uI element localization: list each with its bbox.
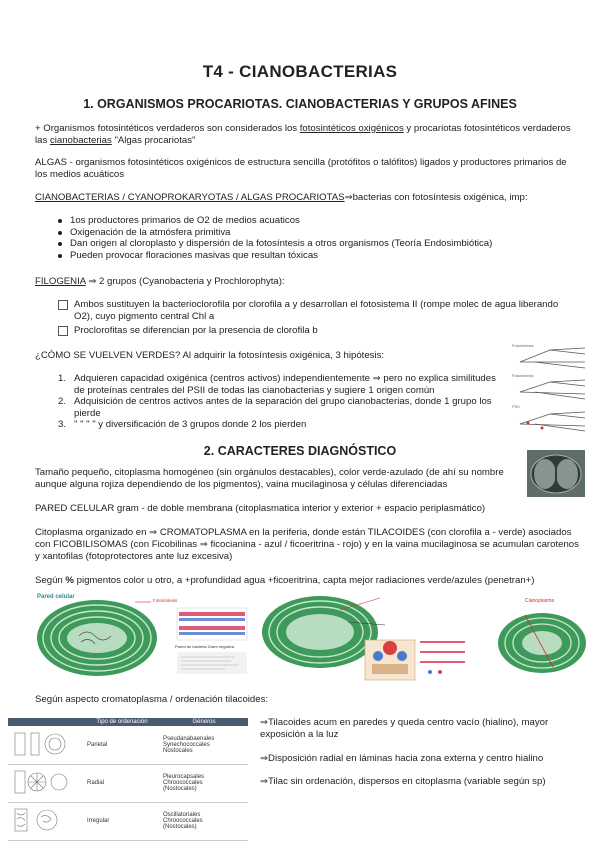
- diagram-label: Fotosíntesis: [512, 373, 534, 378]
- table-cell-image: [8, 802, 84, 840]
- diagram-label: PSII: [512, 404, 520, 409]
- checkbox[interactable]: [58, 326, 68, 336]
- hypothesis-item: [54, 373, 504, 396]
- table-cell-type: Radial: [84, 764, 160, 802]
- phylogeny-tree-diagram: [510, 340, 590, 435]
- cell-wall-caption: Pared de bacteria Gram negativa: [175, 644, 234, 649]
- membrane-diagram: [177, 608, 247, 640]
- intro-text-a: + Organismos fotosintéticos verdaderos son considerados los: [35, 123, 300, 134]
- arrangement-note-radial: ⇒Disposición radial en láminas hacia zona externa y centro hialino: [260, 753, 544, 764]
- checkbox[interactable]: [58, 300, 68, 310]
- cell-wall-label: Pared celular: [37, 594, 75, 600]
- genus-name: Chroococcales: [163, 780, 203, 786]
- citoplasma-paragraph: Citoplasma organizado en ⇒ CROMATOPLASMA en la periferia, donde están TILACOIDES (con clorofila a - verde) asociados con FICOBILISOMAS (con Ficobilinas ⇒ ficocianina - azul / ficoeritrina - rojo) y en la vaina mucilaginosa se acumulan carotenos y xantofilas (fotoprotectores ante luz excesiva): [35, 527, 579, 562]
- cell-wall-diagram: [35, 590, 255, 680]
- list-item: Pueden provocar floraciones masivas que resultan tóxicas: [52, 250, 572, 262]
- thylakoid-diagram: [260, 590, 480, 685]
- check-item: [54, 325, 574, 337]
- cyanoplasm-label: Cianoplasma: [525, 598, 555, 604]
- pared-celular-paragraph: PARED CELULAR gram - de doble membrana (citoplasmatica interior y exterior + espacio periplasmático): [35, 503, 486, 514]
- filogenia-paragraph: [35, 276, 575, 288]
- cyanobacteria-micrograph: [527, 450, 585, 497]
- arrangement-note-irregular: ⇒Tilac sin ordenación, dispersos en citoplasma (variable según sp): [260, 776, 546, 787]
- hypothesis-text: " " " " y diversificación de 3 grupos donde 2 los pierden: [74, 419, 307, 431]
- table-cell-image: [8, 764, 84, 802]
- table-cell-type: Irregular: [84, 802, 160, 840]
- table-header-image: [8, 718, 84, 726]
- genus-name: Oscillatoriales: [163, 812, 201, 818]
- cianobacterias-rest: ⇒bacterias con fotosíntesis oxigénica, imp:: [344, 192, 528, 203]
- page-title: T4 - CIANOBACTERIAS: [202, 62, 398, 81]
- arrangement-note-parietal: ⇒Tilacoides acum en paredes y queda centro vacío (hialino), mayor exposición a la luz: [260, 717, 549, 740]
- genus-name: Pseudanabaenales: [163, 735, 215, 742]
- section2-heading: 2. CARACTERES DIAGNÓSTICO: [203, 444, 397, 458]
- importance-list: [52, 215, 572, 261]
- pigmentos-text-c: pigmentos color u otro, a +profundidad agua +ficoeritrina, capta mejor radiaciones verde/azules (penetran+): [73, 575, 535, 586]
- intro-text-b: y procariotas fotosintéticos verdaderos las: [35, 123, 571, 146]
- genus-name: (Nostocales): [163, 824, 197, 830]
- cell-rings: [37, 600, 157, 676]
- cianobacterias-heading-link[interactable]: CIANOBACTERIAS / CYANOPROKARYOTAS / ALGAS PROCARIOTAS: [35, 192, 345, 203]
- table-cell-genera: [160, 802, 248, 840]
- pigmentos-paragraph: [35, 575, 583, 587]
- filogenia-checklist: [54, 299, 574, 337]
- check-item-text: Ambos sustituyen la bacterioclorofila por clorofila a y desarrollan el fotosistema II (rompe molec de agua liberando O2), cuyo pigmento central Chl a: [74, 299, 559, 322]
- hypothesis-item: [54, 419, 504, 431]
- table-cell-genera: [160, 726, 248, 764]
- list-item: Oxigenación de la atmósfera primitiva: [52, 227, 572, 239]
- arrangement-table: [8, 718, 248, 841]
- radial-sketch: [11, 767, 71, 797]
- hypothesis-text: Adquisición de centros activos antes de la separación del grupo cianobacterias, donde 1 grupo los pierde: [74, 396, 492, 419]
- ordenacion-paragraph: Según aspecto cromatoplasma / ordenación tilacoides:: [35, 694, 269, 705]
- hypothesis-number: 2.: [58, 396, 67, 408]
- table-header-genera: Géneros: [160, 718, 248, 726]
- genus-name: Chroococcales: [163, 818, 203, 824]
- cianobacterias-paragraph: [35, 192, 580, 204]
- table-row: [8, 802, 248, 840]
- table-row: [8, 726, 248, 764]
- genus-name: Pleurocapsales: [163, 774, 205, 780]
- section1-heading: 1. ORGANISMOS PROCARIOTAS. CIANOBACTERIAS Y GRUPOS AFINES: [83, 97, 517, 111]
- cianobacterias-link[interactable]: cianobacterias: [49, 135, 112, 146]
- irregular-sketch: [11, 805, 71, 835]
- cell-wall-sublabel: Fotosíntesis: [153, 598, 178, 603]
- table-cell-genera: [160, 764, 248, 802]
- hypothesis-item: [54, 396, 504, 419]
- cyanoplasm-diagram: [495, 595, 590, 680]
- list-item: 1os productores primarios de O2 de medios acuaticos: [52, 215, 572, 227]
- table-cell-image: [8, 726, 84, 764]
- check-item: [54, 299, 574, 323]
- intro-paragraph: [35, 123, 575, 147]
- list-item: Dan origen al cloroplasto y dispersión de la fotosíntesis a otros organismos (Teoría Endosimbiótica): [52, 238, 572, 250]
- genus-name: (Nostocales): [163, 786, 197, 792]
- diagnostic-paragraph: Tamaño pequeño, citoplasma homogéneo (sin orgánulos destacables), color verde-azulado (de ahí su nombre aunque alguna rojiza dependiendo de los pigmentos), vaina mucilaginosa y células diferenciadas: [35, 467, 504, 490]
- filogenia-link[interactable]: FILOGENIA: [35, 276, 86, 287]
- hypothesis-number: 1.: [58, 373, 67, 384]
- genus-name: Synechococcales: [163, 741, 210, 748]
- check-item-text: Proclorofitas se diferencian por la presencia de clorofila b: [74, 325, 318, 336]
- thylakoid-arrangement-table: [8, 718, 248, 841]
- hypothesis-number: 3.: [58, 419, 67, 431]
- hypothesis-text: Adquieren capacidad oxigénica (centros activos) independientemente ⇒ pero no explica similitudes de proteínas centrales del PSII de todas las cianobacterias y sugiere 1 origen común: [74, 373, 496, 396]
- table-row: [8, 764, 248, 802]
- filogenia-rest: ⇒ 2 grupos (Cyanobacteria y Prochlorophyta):: [85, 276, 285, 287]
- intro-text-c: "Algas procariotas": [111, 135, 196, 146]
- fotosinteticos-link[interactable]: fotosintéticos oxigénicos: [299, 123, 404, 134]
- parietal-sketch: [11, 729, 71, 759]
- genus-name: Nostocales: [163, 747, 193, 754]
- diagram-label: Fotosíntesis: [512, 343, 534, 348]
- algas-paragraph: ALGAS - organismos fotosintéticos oxigénicos de estructura sencilla (protófitos o talófitos) ligados y productores primarios de los medios acuáticos: [35, 157, 567, 180]
- hypotheses-question: ¿CÓMO SE VUELVEN VERDES? Al adquirir la fotosíntesis oxigénica, 3 hipótesis:: [35, 350, 385, 361]
- table-cell-type: Parietal: [84, 726, 160, 764]
- pigmentos-text-a: Según: [35, 575, 66, 586]
- pigmentos-percent: %: [65, 575, 74, 586]
- hypotheses-list: [54, 373, 504, 431]
- table-header-type: Tipo de ordenación: [84, 718, 160, 726]
